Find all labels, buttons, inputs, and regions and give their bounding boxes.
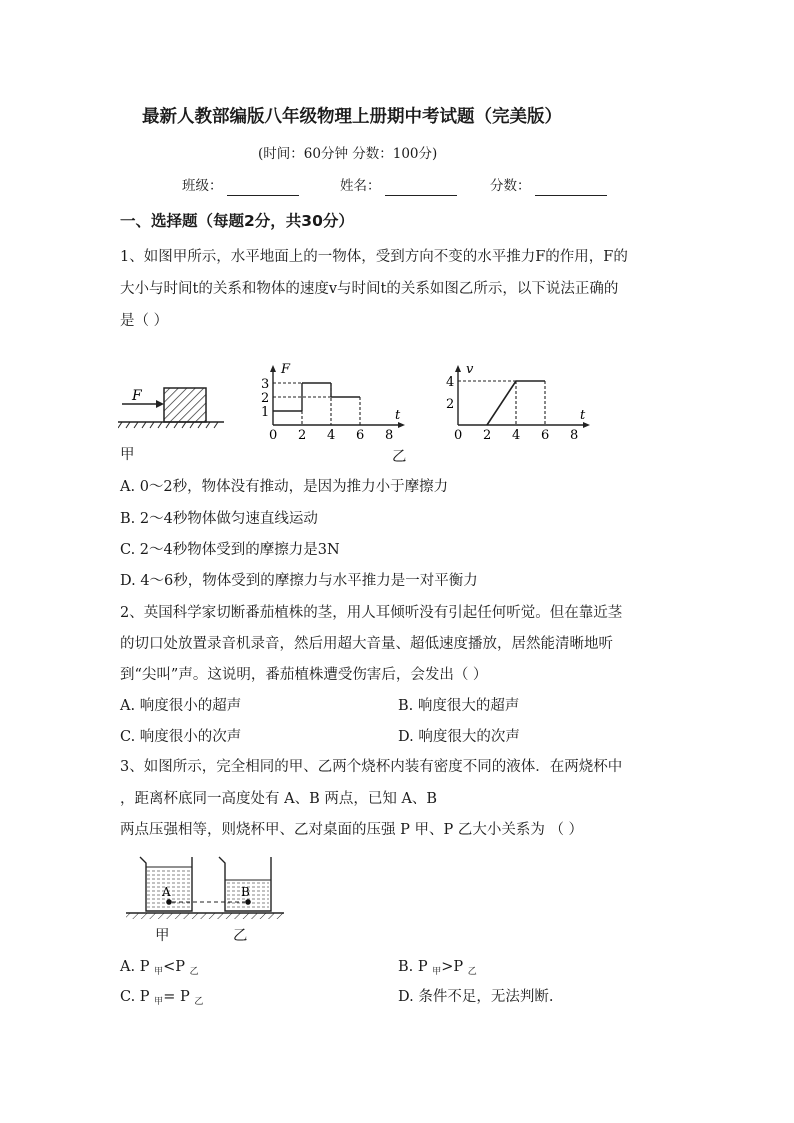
y-tick-label: 2 xyxy=(261,391,270,406)
y-tick-label: 2 xyxy=(446,397,455,412)
velocity-time-chart xyxy=(440,335,590,440)
q1-option-a[interactable]: A. 0～2秒，物体没有推动，是因为推力小于摩擦力 xyxy=(120,479,449,495)
x-tick-label: 4 xyxy=(327,428,336,440)
x-tick-label: 0 xyxy=(269,428,278,440)
x-tick-label: 6 xyxy=(356,428,365,440)
q2-line: 2、英国科学家切断番茄植株的茎，用人耳倾听没有引起任何听觉。但在靠近茎 xyxy=(120,605,623,621)
point-a-label: A xyxy=(162,885,171,899)
y-axis-arrow xyxy=(455,365,461,372)
x-axis-label: t xyxy=(580,408,586,423)
q2-option-b[interactable]: B. 响度很大的超声 xyxy=(398,698,520,714)
name-blank xyxy=(385,181,457,196)
q3-line: ，距离杯底同一高度处有 A、B 两点，已知 A、B xyxy=(120,791,438,807)
y-axis-label: v xyxy=(466,362,474,377)
x-tick-label: 6 xyxy=(541,428,550,440)
q3-option-c[interactable]: C. P $_甲$= P $_乙$ xyxy=(120,989,204,1007)
class-blank xyxy=(227,181,299,196)
y-axis-arrow xyxy=(270,365,276,372)
q1-option-c[interactable]: C. 2～4秒物体受到的摩擦力是3N xyxy=(120,542,340,558)
block xyxy=(164,388,206,422)
fig-label-jia: 甲 xyxy=(120,447,135,463)
q1-line: 大小与时间t的关系和物体的速度v与时间t的关系如图乙所示，以下说法正确的 xyxy=(120,281,619,297)
q3-option-d[interactable]: D. 条件不足，无法判断. xyxy=(398,989,554,1005)
x-tick-label: 8 xyxy=(570,428,579,440)
y-tick-label: 3 xyxy=(261,377,270,392)
x-tick-label: 8 xyxy=(385,428,394,440)
section-heading: 一、选择题（每题2分，共30分） xyxy=(120,212,354,230)
point-b xyxy=(245,899,251,905)
page-title: 最新人教部编版八年级物理上册期中考试题（完美版） xyxy=(142,107,562,127)
q1-option-d[interactable]: D. 4～6秒，物体受到的摩擦力与水平推力是一对平衡力 xyxy=(120,573,478,589)
point-a xyxy=(166,899,172,905)
q2-line: 到“尖叫”声。这说明，番茄植株遭受伤害后，会发出（ ） xyxy=(120,667,488,683)
beakers-figure xyxy=(122,853,292,928)
q3-option-a[interactable]: A. P $_甲$<P $_乙$ xyxy=(120,959,199,977)
score-field xyxy=(490,176,607,196)
force-time-chart xyxy=(255,335,405,440)
q2-option-c[interactable]: C. 响度很小的次声 xyxy=(120,729,242,745)
q1-line: 1、如图甲所示，水平地面上的一物体，受到方向不变的水平推力F的作用，F的 xyxy=(120,249,628,265)
x-tick-label: 4 xyxy=(512,428,521,440)
beaker-label-jia: 甲 xyxy=(155,928,170,944)
class-label: 班级： xyxy=(182,178,223,194)
q2-option-d[interactable]: D. 响度很大的次声 xyxy=(398,729,520,745)
x-tick-label: 0 xyxy=(454,428,463,440)
q3-option-b[interactable]: B. P $_甲$>P $_乙$ xyxy=(398,959,477,977)
block-figure xyxy=(118,380,228,440)
q1-option-b[interactable]: B. 2～4秒物体做匀速直线运动 xyxy=(120,511,318,527)
q2-line: 的切口处放置录音机录音，然后用超大音量、超低速度播放，居然能清晰地听 xyxy=(120,636,613,652)
score-label: 分数： xyxy=(490,178,531,194)
time-info: (时间：60分钟 分数：100分) xyxy=(258,146,438,162)
name-label: 姓名： xyxy=(340,178,381,194)
q2-option-a[interactable]: A. 响度很小的超声 xyxy=(120,698,242,714)
y-tick-label: 1 xyxy=(261,405,270,420)
name-field xyxy=(340,176,457,196)
q3-line: 两点压强相等，则烧杯甲、乙对桌面的压强 P 甲、P 乙大小关系为 （ ） xyxy=(120,822,584,838)
y-tick-label: 4 xyxy=(446,375,455,390)
point-b-label: B xyxy=(241,885,250,899)
x-tick-label: 2 xyxy=(483,428,492,440)
x-axis-label: t xyxy=(395,408,401,423)
x-tick-label: 2 xyxy=(298,428,307,440)
q3-line: 3、如图所示，完全相同的甲、乙两个烧杯内装有密度不同的液体．在两烧杯中 xyxy=(120,759,623,775)
force-label: F xyxy=(132,388,142,404)
class-field xyxy=(182,176,299,196)
score-blank xyxy=(535,181,607,196)
fig-label-yi: 乙 xyxy=(392,449,407,465)
q1-line: 是（ ） xyxy=(120,313,169,329)
y-axis-label: F xyxy=(281,362,291,377)
beaker-label-yi: 乙 xyxy=(233,928,248,944)
